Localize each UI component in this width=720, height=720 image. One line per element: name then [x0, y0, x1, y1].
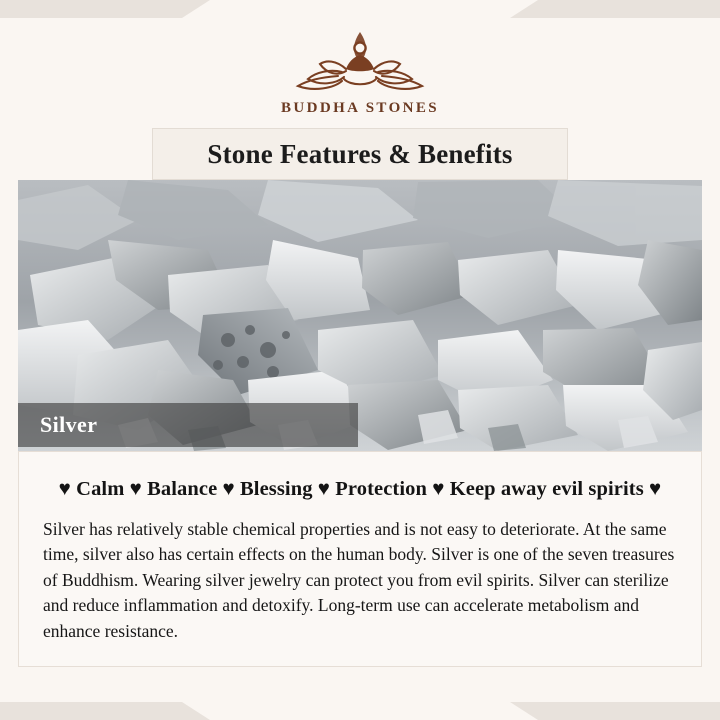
- section-title-band: [152, 128, 568, 180]
- content-panel: [18, 451, 702, 667]
- description-text: Silver has relatively stable chemical properties and is not easy to deteriorate. At the same time, silver also has certain effects on the human body. Silver is one of the seven treasures of Buddhism. Wearing silver jewelry can protect you from evil spirits. Silver can sterilize and reduce inflammation and detoxify. Long-term use can accelerate metabolism and enhance resistance.: [43, 519, 675, 641]
- lotus-meditation-figure-icon: [280, 24, 440, 94]
- corner-accent-bottom-left: [0, 702, 210, 720]
- hero-caption-bar: [18, 403, 358, 447]
- corner-accent-top-right: [510, 0, 720, 18]
- corner-accent-top-left: [0, 0, 210, 18]
- brand-name: BUDDHA STONES: [280, 100, 440, 116]
- stone-name: Silver: [40, 412, 98, 437]
- corner-accent-bottom-right: [510, 702, 720, 720]
- page-title: Stone Features & Benefits: [207, 138, 513, 169]
- brand-logo-block: [0, 24, 720, 117]
- benefit-keywords: ♥ Calm ♥ Balance ♥ Blessing ♥ Protection ♥ Keep away evil spirits ♥: [58, 478, 662, 500]
